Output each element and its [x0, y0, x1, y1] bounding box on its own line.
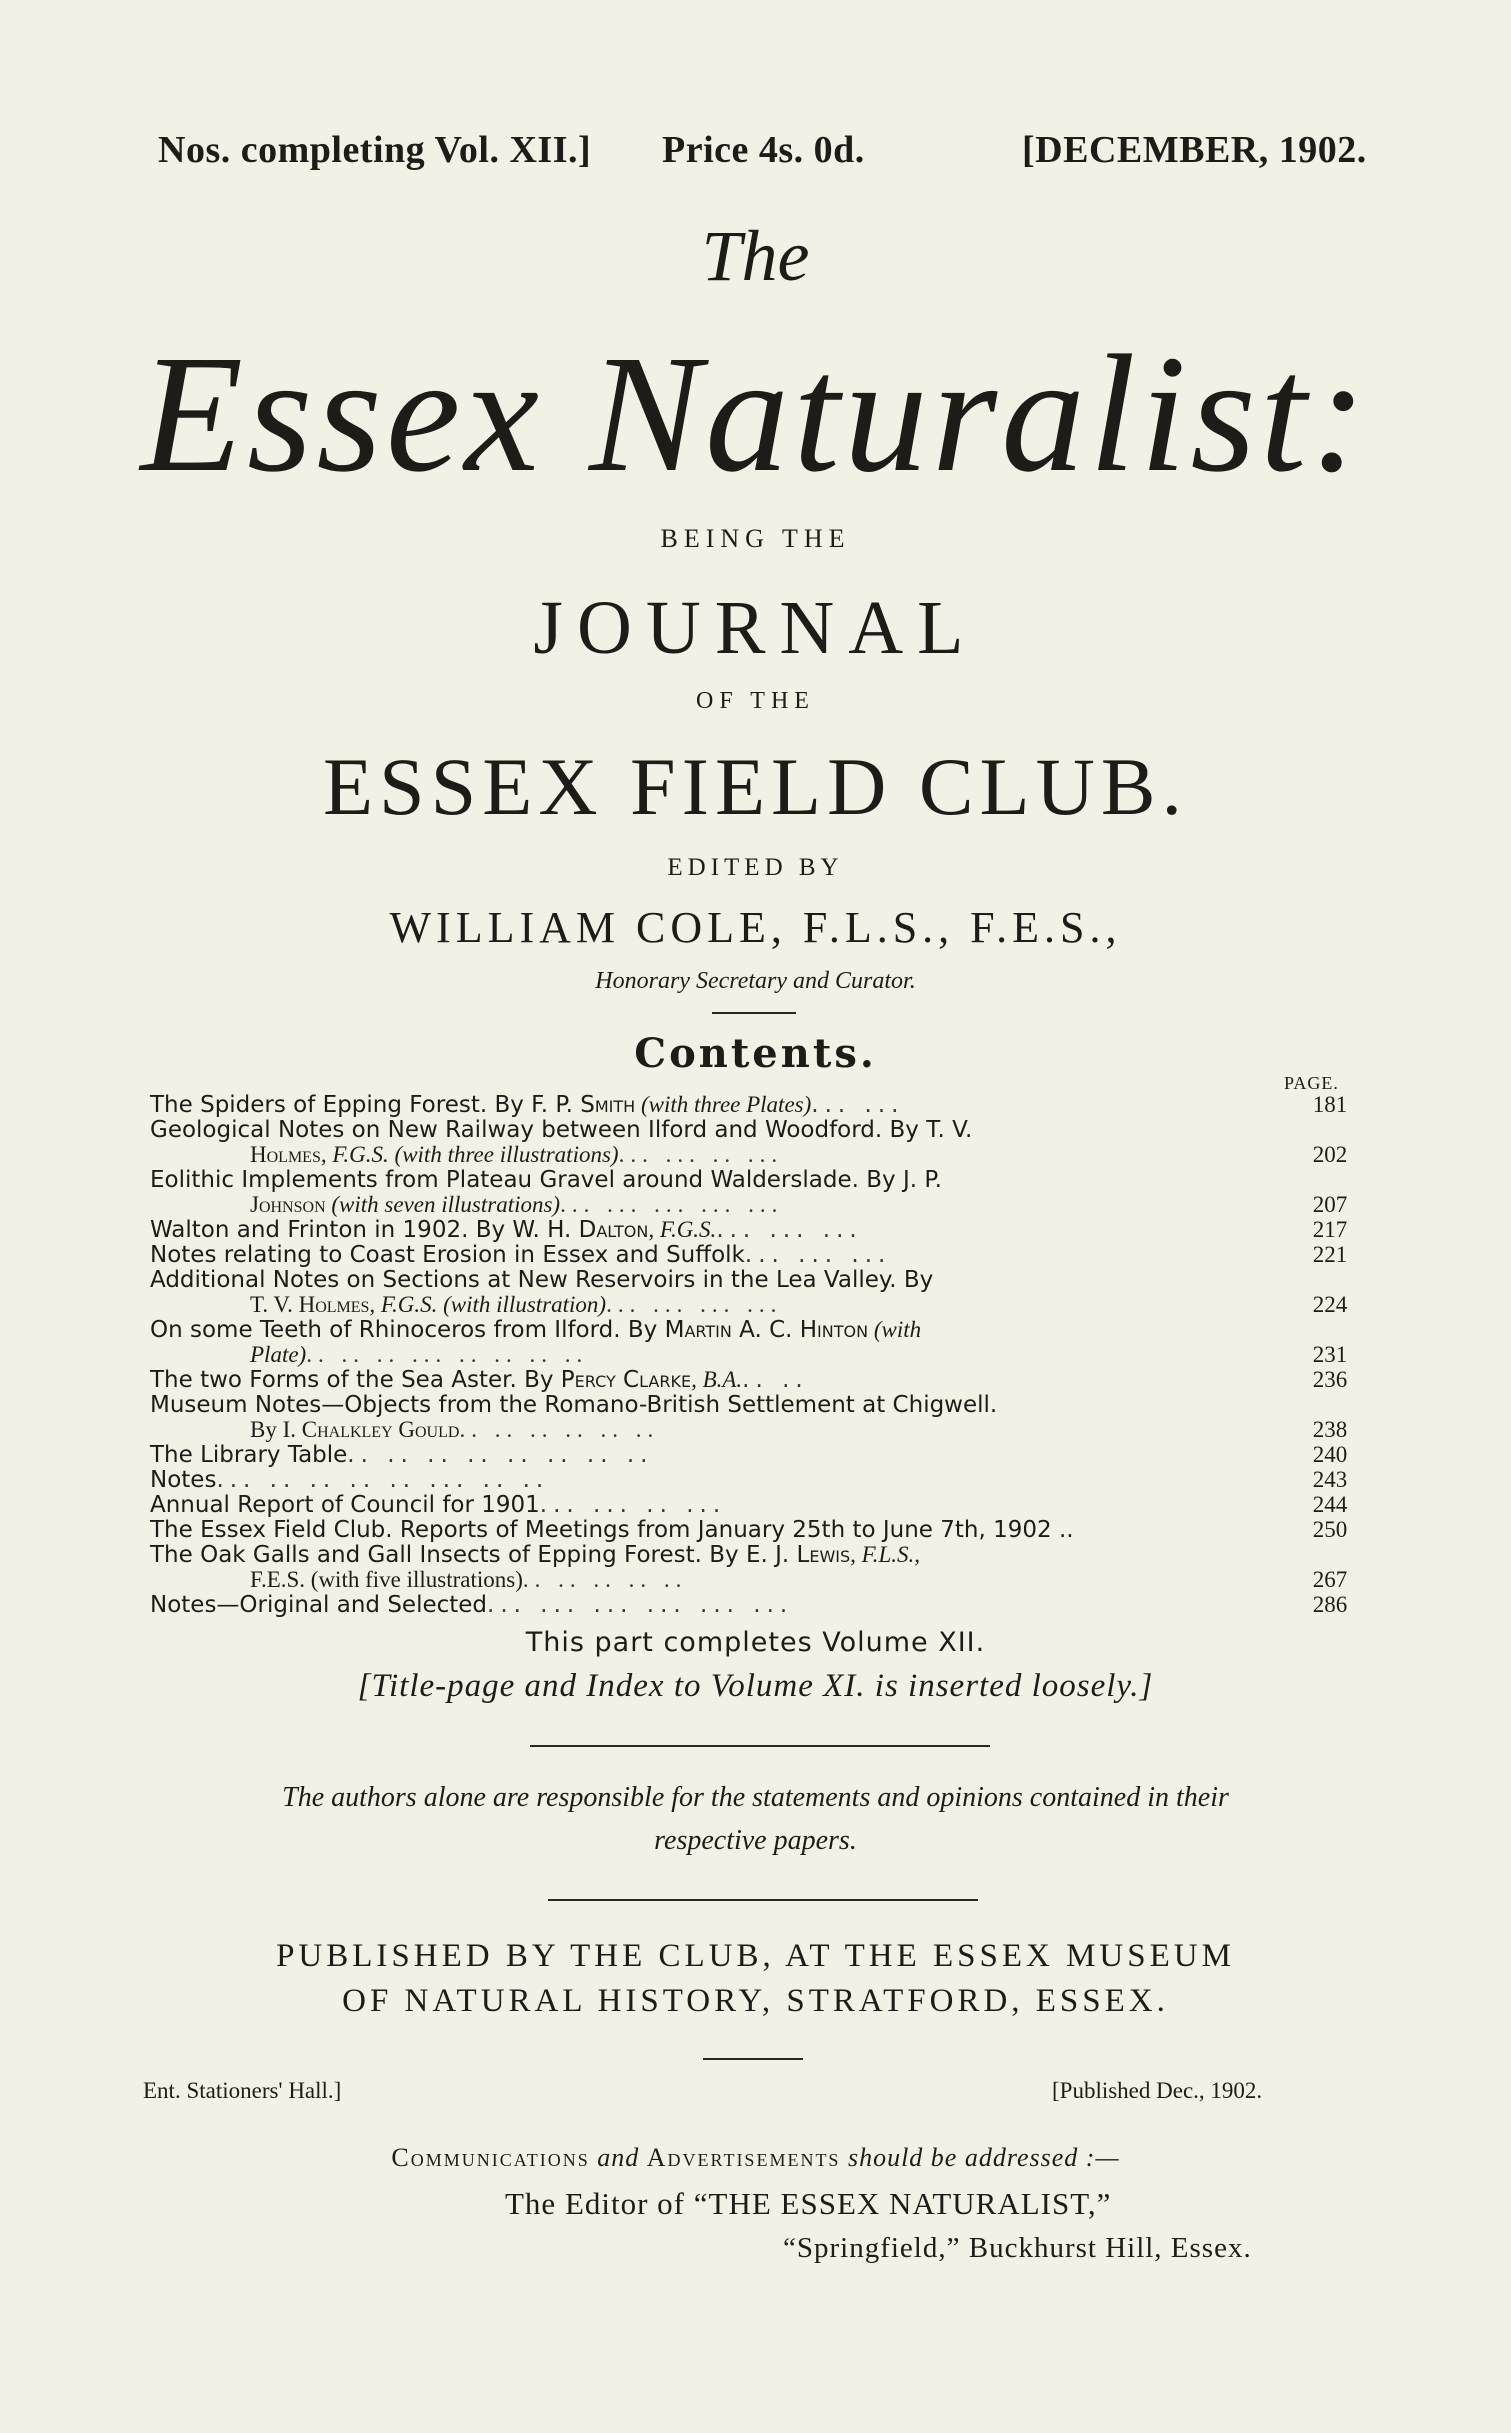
entry-page-number: 207 — [1312, 1192, 1348, 1217]
entry-page-number: 238 — [1312, 1417, 1348, 1442]
journal-title: Essex Naturalist: — [140, 321, 1371, 507]
entry-page-number: 286 — [1312, 1592, 1348, 1617]
entry-leader: ... ... — [811, 1092, 905, 1118]
contents-entry — [250, 1417, 1260, 1443]
entry-leader: .. .. .. ... .. .. .. .. — [306, 1342, 589, 1367]
title-page-note: [Title-page and Index to Volume XI. is inserted loosely.] — [357, 1668, 1154, 1704]
publisher-line1: PUBLISHED BY THE CLUB, AT THE ESSEX MUSEUM — [276, 1938, 1235, 1974]
divider-rule — [548, 1899, 978, 1901]
contents-entry — [150, 1517, 1260, 1543]
communications-note — [0, 2143, 1511, 2173]
page-column-label: PAGE. — [1284, 1073, 1339, 1093]
entry-text: Notes — [150, 1467, 217, 1493]
communications-word: Communications — [391, 2143, 590, 2172]
entry-author: Smith — [580, 1092, 636, 1118]
entry-page-number: 217 — [1312, 1217, 1348, 1242]
entry-page-number: 240 — [1312, 1442, 1348, 1467]
entry-author: Johnson — [250, 1192, 326, 1217]
entry-author: Holmes — [298, 1292, 370, 1317]
publisher-line2: OF NATURAL HISTORY, STRATFORD, ESSEX. — [342, 1983, 1169, 2019]
entry-leader: ... ... .. ... — [618, 1142, 784, 1167]
entry-text: Eolithic Implements from Plateau Gravel around Walderslade. By J. P. — [150, 1167, 942, 1193]
entry-text: Museum Notes—Objects from the Romano-British Settlement at Chigwell. — [150, 1392, 998, 1418]
entry-leader: ... ... ... ... ... — [560, 1192, 784, 1217]
entry-text: Walton and Frinton in 1902. By W. H. — [150, 1217, 579, 1243]
entry-page-number: 244 — [1312, 1492, 1348, 1517]
divider-rule — [703, 2058, 803, 2060]
entry-detail: (with seven illustrations) — [325, 1192, 561, 1217]
of-the-label: OF THE — [696, 688, 815, 714]
entry-page-number: 250 — [1312, 1517, 1348, 1542]
entry-text: The two Forms of the Sea Aster. By — [150, 1367, 561, 1393]
entry-page-number: 181 — [1312, 1092, 1348, 1117]
entry-text: Annual Report of Council for 1901 — [150, 1492, 540, 1518]
contents-entry — [150, 1442, 1260, 1468]
contents-heading: Contents. — [634, 1030, 877, 1077]
entry-detail: , F.L.S., — [850, 1542, 921, 1567]
divider-rule — [712, 1012, 796, 1014]
advertisements-word: Advertisements — [646, 2143, 841, 2172]
entry-author: Chalkley Gould — [301, 1417, 460, 1442]
issue-date: [DECEMBER, 1902. — [1022, 129, 1367, 171]
entry-detail: (with three Plates) — [635, 1092, 812, 1117]
entry-detail: , F.G.S. (with three illustrations) — [320, 1142, 619, 1167]
contents-entry — [150, 1367, 1260, 1393]
entry-page-number: 231 — [1312, 1342, 1348, 1367]
divider-rule — [530, 1745, 990, 1747]
contents-entry — [250, 1342, 1260, 1368]
contents-entry — [150, 1317, 1260, 1343]
issue-price: Price 4s. 0d. — [662, 129, 865, 171]
contents-entry — [150, 1167, 1260, 1193]
entry-text: The Oak Galls and Gall Insects of Epping Forest. By E. J. — [150, 1542, 797, 1568]
entry-page-number: 236 — [1312, 1367, 1348, 1392]
and-word: and — [589, 2143, 647, 2172]
club-name: ESSEX FIELD CLUB. — [322, 741, 1189, 832]
being-the-label: BEING THE — [660, 524, 851, 553]
published-date-note: [Published Dec., 1902. — [1052, 2078, 1263, 2103]
contents-entry — [150, 1242, 1260, 1268]
contents-entry — [150, 1392, 1260, 1418]
entry-page-number: 221 — [1312, 1242, 1348, 1267]
entry-text: On some Teeth of Rhinoceros from Ilford. By — [150, 1317, 665, 1343]
entry-leader: ... ... ... ... — [606, 1292, 783, 1317]
entry-leader: .. .. .. .. .. .. .. .. — [347, 1442, 654, 1468]
editor-name: WILLIAM COLE, F.L.S., F.E.S., — [389, 903, 1122, 952]
entry-author: Holmes — [250, 1142, 321, 1167]
journal-word: JOURNAL — [533, 586, 978, 670]
addressed-phrase: should be addressed :— — [840, 2143, 1120, 2172]
authors-disclaimer-line1: The authors alone are responsible for the statements and opinions contained in their — [282, 1782, 1229, 1813]
entry-page-number: 267 — [1312, 1567, 1348, 1592]
authors-disclaimer-line2: respective papers. — [654, 1825, 857, 1856]
contents-entry — [150, 1592, 1260, 1618]
editor-address-line: The Editor of “THE ESSEX NATURALIST,” — [505, 2186, 1112, 2221]
entry-author: Percy Clarke — [560, 1367, 692, 1393]
entry-page-number: 224 — [1312, 1292, 1348, 1317]
entry-leader: ... .. .. .. .. ... .. .. — [216, 1467, 550, 1493]
contents-entry — [250, 1567, 1260, 1593]
entry-author: Martin A. C. Hinton — [664, 1317, 869, 1343]
entry-page-number: 243 — [1312, 1467, 1348, 1492]
entry-detail: Plate) — [250, 1342, 307, 1367]
entry-leader: .. .. .. .. .. — [522, 1567, 688, 1592]
entry-leader: ... ... ... — [744, 1242, 892, 1268]
editor-role: Honorary Secretary and Curator. — [595, 968, 916, 994]
entry-text: The Essex Field Club. Reports of Meetings from January 25th to June 7th, 1902 .. — [150, 1517, 1074, 1543]
entry-detail: , F.G.S. — [648, 1217, 717, 1242]
entry-author: Dalton — [578, 1217, 649, 1243]
entry-author: Lewis — [796, 1542, 851, 1568]
entry-text: Geological Notes on New Railway between Ilford and Woodford. By T. V. — [150, 1117, 973, 1143]
volume-completes-note: This part completes Volume XII. — [525, 1627, 986, 1658]
contents-entry — [250, 1192, 1260, 1218]
entry-detail: , F.G.S. (with illustration) — [369, 1292, 607, 1317]
entry-leader: .. .. — [742, 1367, 809, 1393]
contents-entry — [150, 1467, 1260, 1493]
contents-entry — [250, 1292, 1260, 1318]
entry-text: T. V. — [250, 1292, 299, 1317]
contents-entry — [150, 1092, 1260, 1118]
entry-text: By I. — [250, 1417, 302, 1442]
entry-page-number: 202 — [1312, 1142, 1348, 1167]
contents-entry — [150, 1542, 1260, 1568]
entry-leader: ... ... .. ... — [539, 1492, 727, 1518]
entry-leader: .. .. .. .. .. .. — [459, 1417, 660, 1442]
contents-entry — [150, 1492, 1260, 1518]
contents-entry — [150, 1267, 1260, 1293]
contents-entry — [150, 1217, 1260, 1243]
entry-text: F.E.S. (with five illustrations) — [250, 1567, 523, 1592]
issue-numbers: Nos. completing Vol. XII.] — [158, 129, 592, 171]
stationers-hall-note: Ent. Stationers' Hall.] — [143, 2078, 342, 2103]
entry-text: Notes—Original and Selected — [150, 1592, 488, 1618]
entry-leader: ... ... ... — [716, 1217, 863, 1243]
entry-detail: , B.A. — [691, 1367, 743, 1392]
title-the: The — [701, 216, 810, 296]
entry-text: Notes relating to Coast Erosion in Essex and Suffolk — [150, 1242, 745, 1268]
contents-entry — [250, 1142, 1260, 1168]
entry-text: The Spiders of Epping Forest. By F. P. — [150, 1092, 581, 1118]
edited-by-label: EDITED BY — [667, 854, 844, 881]
entry-leader: ... ... ... ... ... ... — [487, 1592, 794, 1618]
entry-detail: (with — [868, 1317, 922, 1342]
entry-text: The Library Table — [150, 1442, 348, 1468]
contents-entry — [150, 1117, 1260, 1143]
entry-text: Additional Notes on Sections at New Reservoirs in the Lea Valley. By — [150, 1267, 934, 1293]
postal-address: “Springfield,” Buckhurst Hill, Essex. — [783, 2232, 1252, 2264]
